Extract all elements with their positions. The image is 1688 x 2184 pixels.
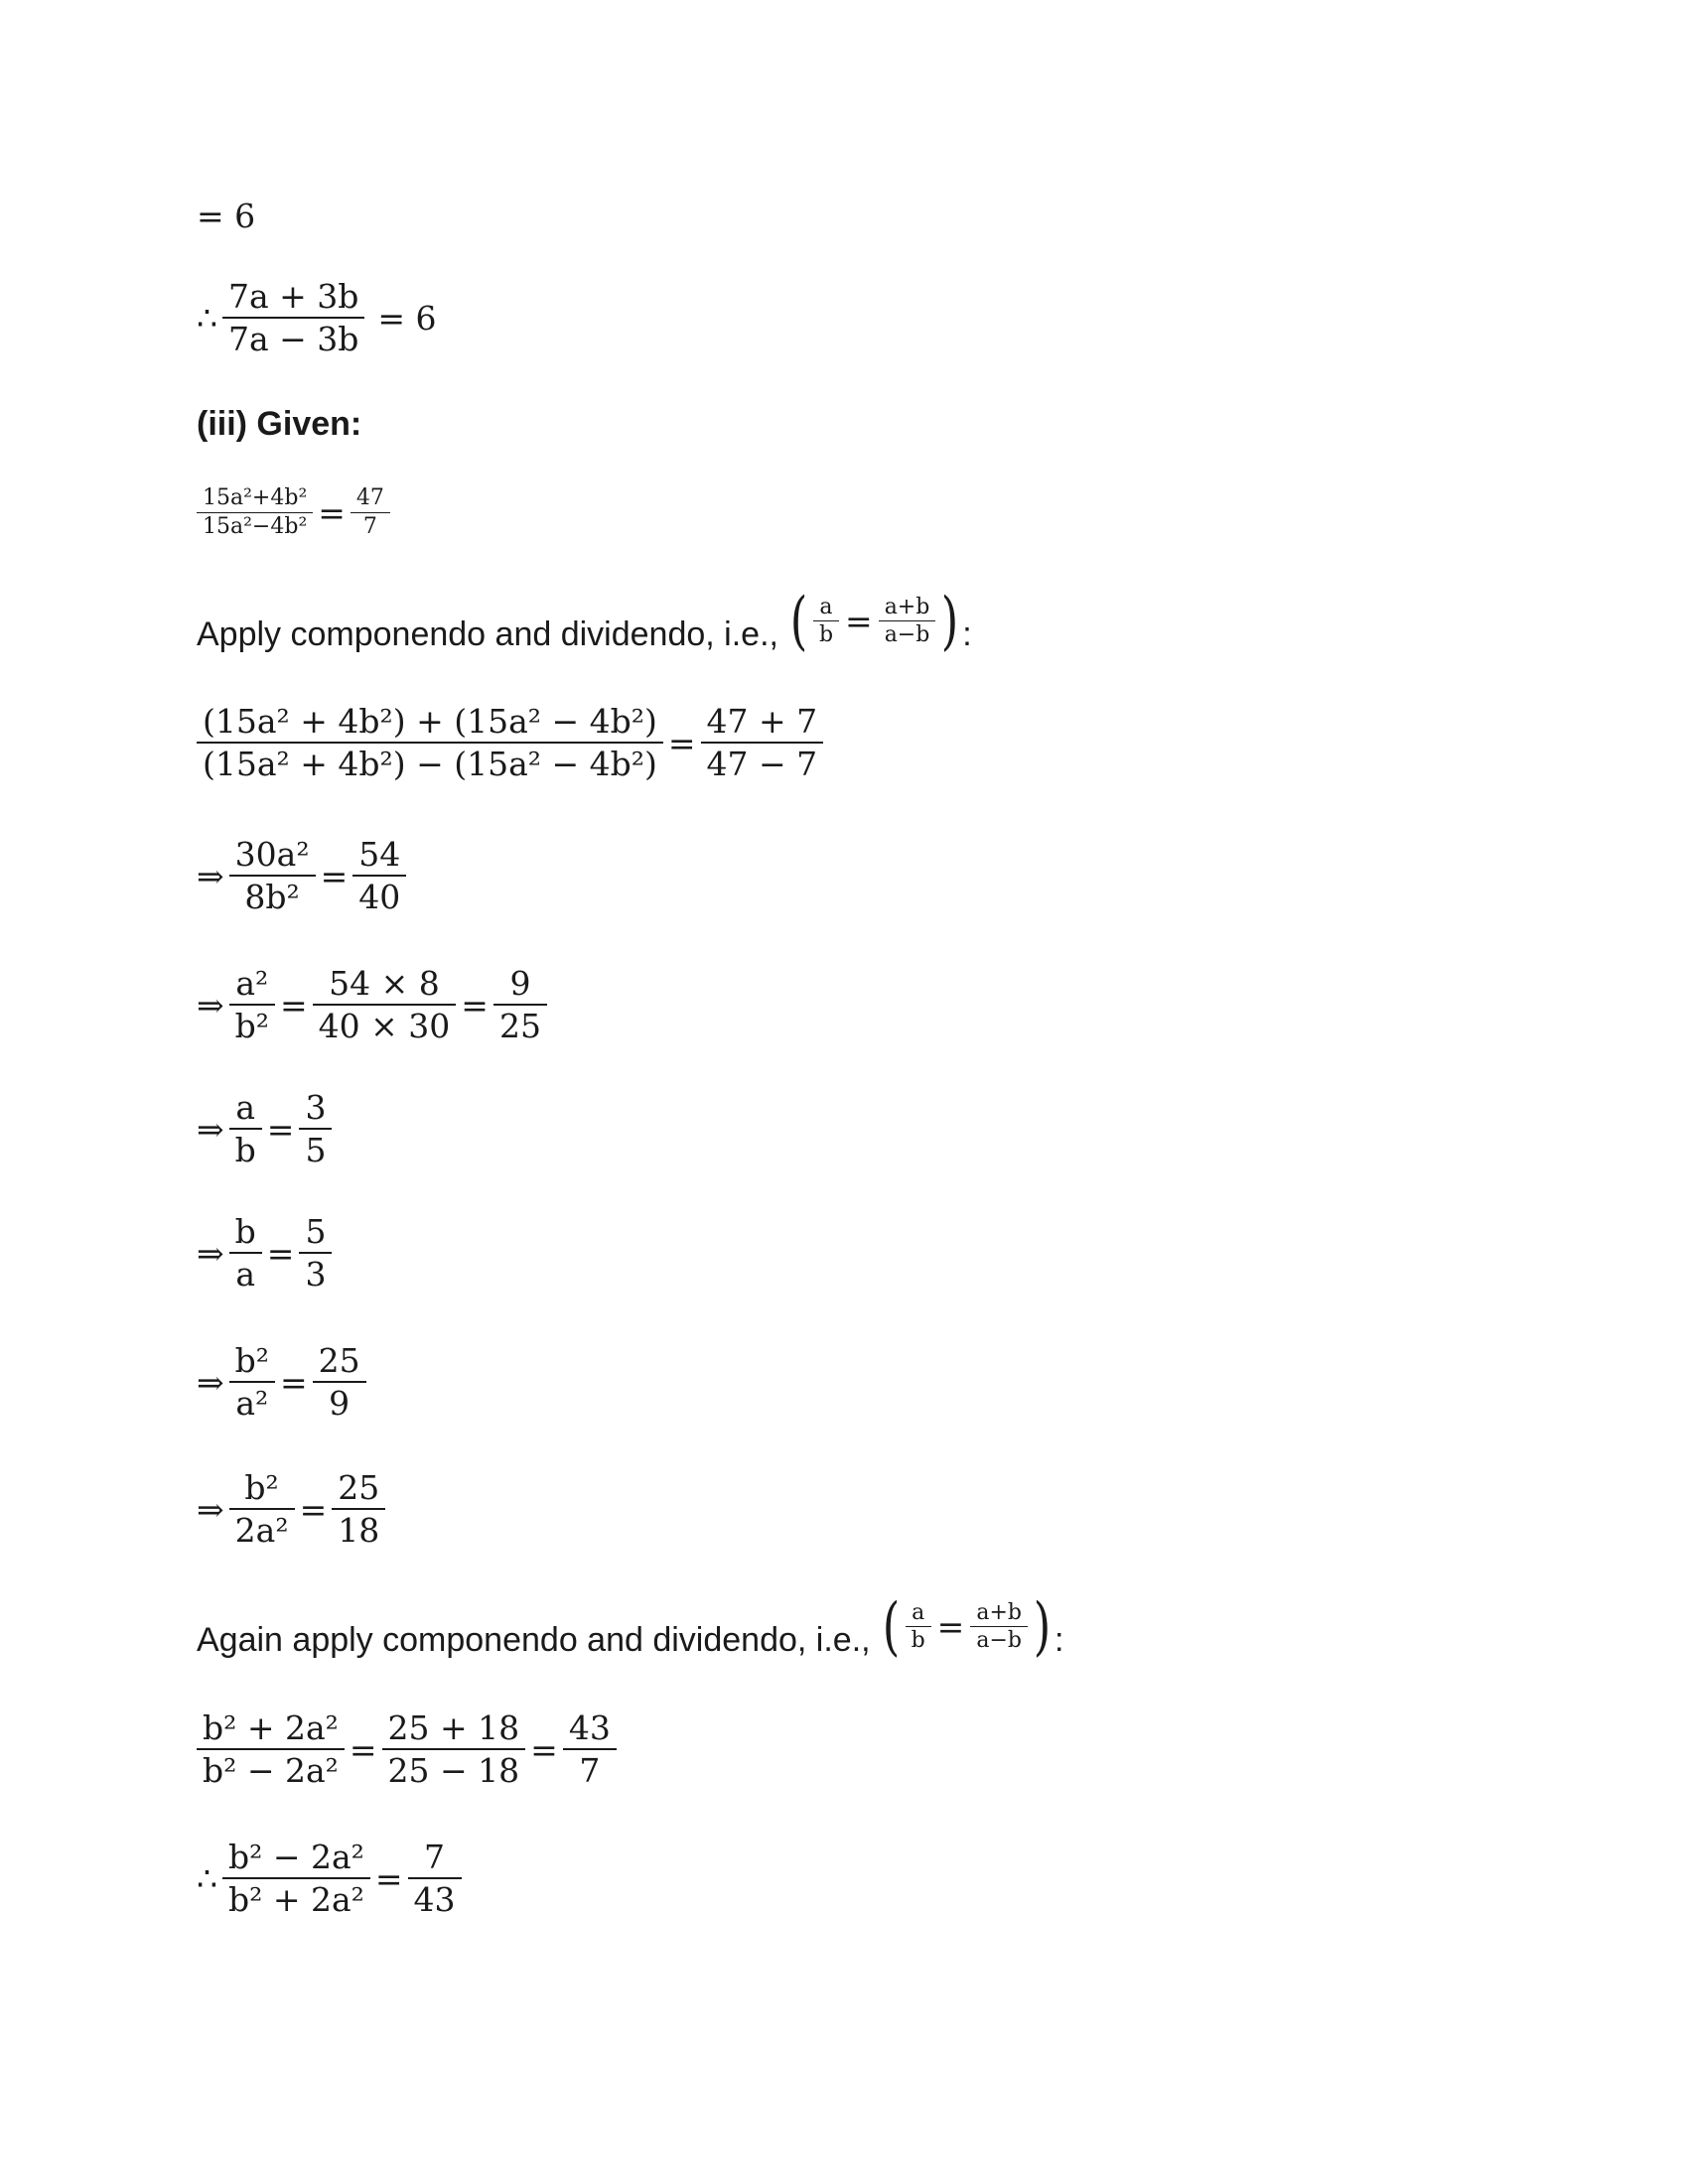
denominator: a² bbox=[235, 1384, 269, 1424]
denominator: b² + 2a² bbox=[228, 1880, 364, 1920]
denominator: 18 bbox=[338, 1511, 380, 1551]
final-result bbox=[197, 1837, 467, 1921]
step-b2-2a2 bbox=[197, 1467, 390, 1552]
denominator: 40 × 30 bbox=[318, 1007, 451, 1046]
numerator: (15a² + 4b²) + (15a² − 4b²) bbox=[203, 702, 657, 741]
denominator: a bbox=[235, 1255, 256, 1295]
lhs-fraction bbox=[229, 1087, 262, 1171]
equals-sign: = bbox=[349, 1729, 377, 1769]
rule-fraction-a-b bbox=[813, 594, 839, 649]
denominator: 25 − 18 bbox=[387, 1751, 520, 1791]
denominator: (15a² + 4b²) − (15a² − 4b²) bbox=[203, 745, 657, 784]
implies-arrow: ⇒ bbox=[197, 1362, 224, 1402]
numerator: 25 bbox=[318, 1341, 360, 1380]
apply-rule-text: Again apply componendo and dividendo, i.e., bbox=[197, 1621, 871, 1659]
numerator: a+b bbox=[884, 594, 930, 619]
step-30a2 bbox=[197, 834, 411, 918]
therefore-fraction-line bbox=[197, 276, 445, 360]
numerator: 43 bbox=[568, 1708, 611, 1747]
therefore-symbol: ∴ bbox=[197, 1858, 217, 1898]
equals-sign: = bbox=[299, 1489, 328, 1529]
step-combined-fraction bbox=[197, 701, 828, 785]
implies-arrow: ⇒ bbox=[197, 1233, 224, 1273]
denominator: 3 bbox=[305, 1255, 327, 1295]
given-rhs-fraction bbox=[351, 484, 390, 540]
right-paren: ) bbox=[941, 584, 959, 658]
middle-fraction bbox=[382, 1707, 526, 1792]
rhs-fraction bbox=[299, 1211, 332, 1296]
apply-rule-line-2 bbox=[197, 1589, 1064, 1664]
numerator: 47 bbox=[355, 485, 384, 510]
denominator: 5 bbox=[305, 1131, 327, 1170]
lhs-fraction bbox=[229, 1211, 262, 1296]
numerator: b bbox=[234, 1212, 256, 1251]
lhs-fraction bbox=[229, 963, 275, 1047]
denominator: 2a² bbox=[234, 1511, 289, 1551]
denominator: b bbox=[818, 622, 834, 647]
step-b2-a2 bbox=[197, 1340, 371, 1425]
denominator: 7 bbox=[362, 513, 377, 539]
implies-arrow: ⇒ bbox=[197, 856, 224, 895]
rhs-fraction bbox=[332, 1467, 385, 1552]
numerator: 15a²+4b² bbox=[203, 485, 308, 510]
left-paren: ( bbox=[882, 1589, 900, 1664]
denominator: 8b² bbox=[244, 878, 300, 917]
equals-sign: = bbox=[318, 492, 346, 532]
lhs-fraction bbox=[222, 1837, 370, 1921]
denominator: 47 − 7 bbox=[706, 745, 818, 784]
numerator: b² bbox=[234, 1341, 270, 1380]
lhs-fraction bbox=[197, 701, 663, 785]
denominator: 25 bbox=[498, 1007, 541, 1046]
implies-arrow: ⇒ bbox=[197, 1109, 224, 1149]
numerator: a² bbox=[235, 964, 269, 1003]
implies-arrow: ⇒ bbox=[197, 985, 224, 1024]
apply-rule-text: Apply componendo and dividendo, i.e., bbox=[197, 615, 778, 653]
denominator: 7a − 3b bbox=[228, 320, 359, 359]
lhs-fraction bbox=[197, 1707, 345, 1792]
denominator: b² − 2a² bbox=[203, 1751, 339, 1791]
equals-sign: = bbox=[266, 1109, 295, 1149]
heading-text: (iii) Given: bbox=[197, 405, 362, 443]
implies-arrow: ⇒ bbox=[197, 1489, 224, 1529]
lhs-fraction bbox=[229, 1340, 275, 1425]
denominator: b bbox=[911, 1628, 925, 1653]
denominator: a−b bbox=[884, 622, 930, 647]
equals-sign-2: = bbox=[530, 1729, 558, 1769]
numerator: b² + 2a² bbox=[203, 1708, 339, 1747]
numerator: 54 bbox=[358, 835, 401, 874]
numerator: 3 bbox=[305, 1088, 327, 1127]
numerator: 25 + 18 bbox=[387, 1708, 520, 1747]
lhs-fraction bbox=[229, 1467, 295, 1552]
step-combined-2 bbox=[197, 1707, 622, 1792]
apply-rule-line-1 bbox=[197, 584, 972, 658]
equals-sign: = bbox=[374, 1858, 403, 1898]
denominator: 43 bbox=[413, 1880, 456, 1920]
equals-sign: = bbox=[845, 602, 873, 640]
rhs-fraction bbox=[352, 834, 406, 918]
equals-sign: = bbox=[280, 1362, 308, 1402]
rhs-fraction bbox=[493, 963, 547, 1047]
denominator: 15a²−4b² bbox=[203, 513, 308, 539]
lhs-fraction bbox=[229, 834, 316, 918]
middle-fraction bbox=[313, 963, 457, 1047]
rhs-fraction bbox=[701, 701, 824, 785]
numerator: b² bbox=[244, 1468, 279, 1507]
denominator: b bbox=[234, 1131, 256, 1170]
section-heading bbox=[197, 405, 361, 444]
equals-sign: = bbox=[667, 723, 696, 762]
denominator: 9 bbox=[329, 1384, 351, 1424]
numerator: 9 bbox=[509, 964, 531, 1003]
left-paren: ( bbox=[789, 584, 808, 658]
numerator: b² − 2a² bbox=[228, 1838, 364, 1876]
equals-sign: = bbox=[266, 1233, 295, 1273]
numerator: 47 + 7 bbox=[706, 702, 818, 741]
rule-fraction-sum-diff bbox=[879, 594, 936, 649]
rule-fraction-a-b bbox=[906, 1599, 931, 1655]
numerator: a bbox=[819, 594, 833, 619]
equals-six-line bbox=[197, 197, 255, 235]
numerator: 7a + 3b bbox=[228, 277, 359, 316]
numerator: 30a² bbox=[234, 835, 310, 874]
numerator: 54 × 8 bbox=[329, 964, 440, 1003]
numerator: 7 bbox=[424, 1838, 446, 1876]
numerator: 25 bbox=[338, 1468, 380, 1507]
rhs-six: = 6 bbox=[377, 298, 437, 338]
equals-sign: = bbox=[936, 1607, 965, 1646]
denominator: 40 bbox=[358, 878, 401, 917]
numerator: a bbox=[235, 1088, 256, 1127]
right-paren: ) bbox=[1033, 1589, 1052, 1664]
rhs-fraction bbox=[563, 1707, 617, 1792]
rhs-fraction bbox=[313, 1340, 366, 1425]
fraction-7a3b bbox=[222, 276, 364, 360]
colon: : bbox=[962, 615, 972, 653]
denominator: b² bbox=[234, 1007, 270, 1046]
step-a-b bbox=[197, 1087, 337, 1171]
numerator: a+b bbox=[976, 1599, 1022, 1625]
equals-sign: = bbox=[320, 856, 349, 895]
equals-sign: = bbox=[280, 985, 308, 1024]
given-lhs-fraction bbox=[197, 484, 313, 540]
given-equation bbox=[197, 484, 395, 540]
step-b-a bbox=[197, 1211, 337, 1296]
colon: : bbox=[1054, 1621, 1064, 1659]
rhs-fraction bbox=[408, 1837, 462, 1921]
denominator: a−b bbox=[976, 1628, 1022, 1653]
step-a2-b2 bbox=[197, 963, 552, 1047]
rule-fraction-sum-diff bbox=[970, 1599, 1028, 1655]
equals-sign-2: = bbox=[461, 985, 489, 1024]
therefore-symbol: ∴ bbox=[197, 298, 217, 338]
numerator: a bbox=[912, 1599, 925, 1625]
rhs-fraction bbox=[299, 1087, 332, 1171]
equals-six-text: = 6 bbox=[197, 197, 256, 235]
numerator: 5 bbox=[305, 1212, 327, 1251]
denominator: 7 bbox=[579, 1751, 601, 1791]
